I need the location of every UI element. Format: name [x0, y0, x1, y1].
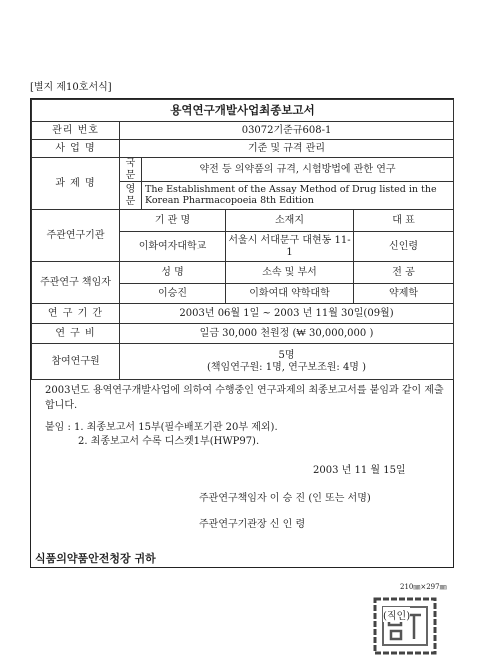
participants-detail: (책임연구원: 1명, 연구보조원: 4명 ) — [206, 361, 367, 373]
researcher-header-dept: 소속 및 부서 — [226, 262, 354, 284]
project-label: 사 업 명 — [32, 140, 120, 158]
addressee: 식품의약품안전청장 귀하 — [35, 552, 156, 565]
task-label: 과 제 명 — [32, 158, 120, 210]
notice-text: 2003년도 용역연구개발사업에 의하여 수행중인 연구과제의 최종보고서를 붙임과 같이 제출합니다. — [45, 385, 444, 411]
submission-date: 2003 년 11 월 15일 — [313, 465, 406, 476]
signature-researcher: 주관연구책임자 이 승 진 (인 또는 서명) — [199, 493, 371, 504]
institution-header-location: 소재지 — [226, 210, 354, 232]
participants-label: 참여연구원 — [32, 344, 120, 380]
researcher-header-major: 전 공 — [354, 262, 454, 284]
period-label: 연 구 기 간 — [32, 304, 120, 324]
researcher-header-name: 성 명 — [120, 262, 226, 284]
attachment-item: 붙임 : 1. 최종보고서 15부(필수배포기관 20부 제외). — [45, 422, 278, 433]
participants-count: 5명 — [278, 350, 295, 361]
institution-label: 주관연구기관 — [32, 210, 120, 262]
researcher-label: 주관연구 책임자 — [32, 262, 120, 304]
project-value: 기준 및 규격 관리 — [120, 140, 454, 158]
paper-size-label: 210㎜×297㎜ — [400, 583, 447, 591]
report-table — [31, 99, 454, 380]
researcher-name: 이승진 — [120, 284, 226, 304]
stamp-label: (직인) — [383, 607, 410, 622]
researcher-dept: 이화여대 약학대학 — [226, 284, 354, 304]
task-ko-value: 약전 등 의약품의 규격, 시험방법에 관한 연구 — [142, 158, 454, 182]
mgmt-no-value: 03072기준규608-1 — [120, 122, 454, 140]
form-number-label: [별지 제10호서식] — [30, 82, 112, 93]
period-value: 2003년 06월 1일 ~ 2003 년 11월 30일(09월) — [120, 304, 454, 324]
institution-header-rep: 대 표 — [354, 210, 454, 232]
institution-location: 서울시 서대문구 대현동 11-1 — [226, 232, 354, 262]
task-en-value: The Establishment of the Assay Method of Drug listed in the Korean Pharmacopoeia 8th Edition — [142, 182, 454, 210]
institution-name: 이화여자대학교 — [120, 232, 226, 262]
cost-value: 일금 30,000 천원정 (₩ 30,000,000 ) — [120, 324, 454, 344]
task-ko-label: 국문 — [120, 158, 142, 182]
signature-head: 주관연구기관장 신 인 령 — [199, 519, 306, 530]
mgmt-no-label: 관리 번호 — [32, 122, 120, 140]
form-title: 용역연구개발사업최종보고서 — [32, 100, 454, 122]
cost-label: 연 구 비 — [32, 324, 120, 344]
institution-header-name: 기 관 명 — [120, 210, 226, 232]
attachments — [45, 421, 278, 449]
institution-rep: 신인령 — [354, 232, 454, 262]
official-seal-stamp — [371, 593, 441, 657]
participants-value — [120, 344, 454, 380]
researcher-major: 약제학 — [354, 284, 454, 304]
task-en-label: 영문 — [120, 182, 142, 210]
attachment-item: 2. 최종보고서 수록 디스켓1부(HWP97). — [78, 436, 260, 447]
